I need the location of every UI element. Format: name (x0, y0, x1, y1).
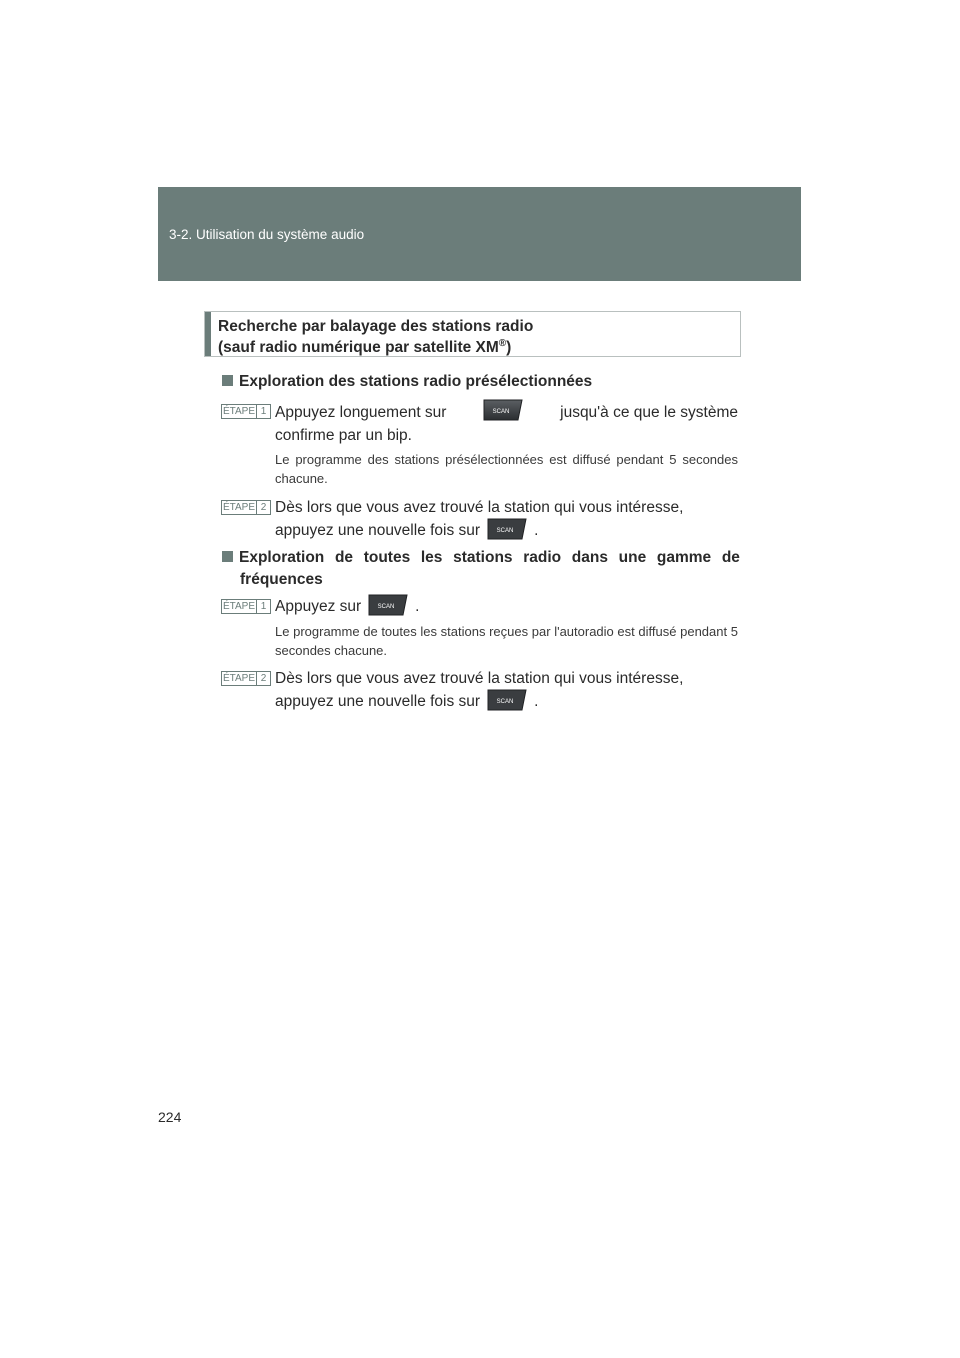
section-title (218, 318, 533, 356)
svg-text:SCAN: SCAN (492, 409, 510, 415)
step-badge: ÉTAPE 2 (221, 671, 271, 686)
step-text: Appuyez longuement sur SCAN jusqu'à ce que le système confirme par un bip. (275, 400, 738, 447)
step-badge: ÉTAPE 1 (221, 404, 271, 419)
section-title-line2: (sauf radio numérique par satellite XM®) (218, 338, 512, 357)
scan-button-icon (486, 688, 528, 712)
step-note: Le programme des stations présélectionnées est diffusé pendant 5 secondes chacune. (275, 452, 738, 486)
header-band (158, 187, 801, 281)
section-title-box (204, 311, 741, 357)
square-bullet-icon (222, 551, 233, 562)
subsection-heading: Exploration des stations radio présélectionnées (222, 371, 740, 393)
breadcrumb: 3-2. Utilisation du système audio (169, 227, 365, 242)
section-title-bar (205, 312, 211, 356)
subsection-heading: Exploration de toutes les stations radio dans une gamme de fréquences (222, 547, 740, 591)
svg-text:SCAN: SCAN (496, 528, 514, 534)
step-text: Dès lors que vous avez trouvé la station qui vous intéresse, appuyez une nouvelle fois sur SCAN . (275, 499, 684, 540)
step-badge: ÉTAPE 2 (221, 500, 271, 515)
step-text: Appuyez sur SCAN . (275, 595, 738, 619)
svg-text:SCAN: SCAN (496, 699, 514, 705)
scan-button-icon (482, 398, 524, 422)
svg-text:SCAN: SCAN (377, 604, 395, 610)
page-number: 224 (158, 1109, 182, 1125)
section-title-line1: Recherche par balayage des stations radio (218, 318, 534, 335)
scan-button-icon (367, 593, 409, 617)
step-text: Dès lors que vous avez trouvé la station qui vous intéresse, appuyez une nouvelle fois sur SCAN . (275, 670, 684, 711)
square-bullet-icon (222, 375, 233, 386)
step-badge: ÉTAPE 1 (221, 599, 271, 614)
scan-button-icon (486, 517, 528, 541)
step-note: Le programme de toutes les stations reçues par l'autoradio est diffusé pendant 5 secondes chacune. (275, 624, 738, 658)
